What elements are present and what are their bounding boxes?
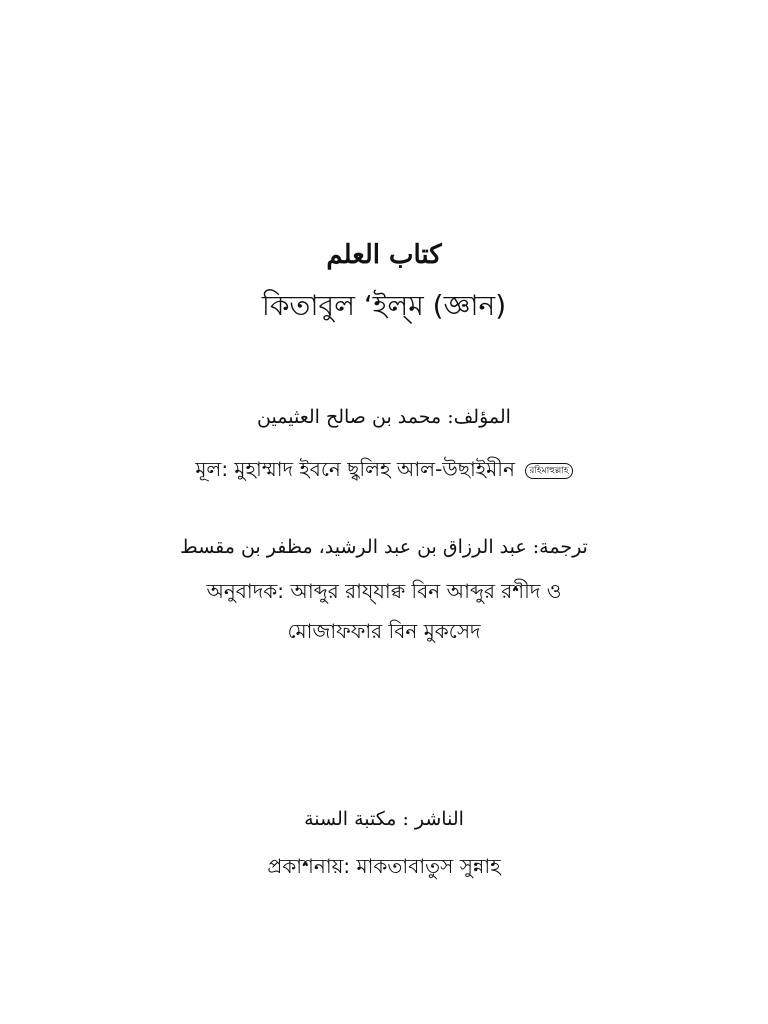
honorific-seal: রহিমাহুল্লাহ: [525, 463, 572, 479]
bengali-book-title: কিতাবুল ‘ইল্‌ম (জ্ঞান): [261, 289, 507, 322]
arabic-author-line: المؤلف: محمد بن صالح العثيمين: [257, 406, 511, 428]
bengali-translator-line-1: অনুবাদক: আব্দুর রায্‌যাক্ব বিন আব্দুর রশীদ ও: [206, 579, 562, 603]
arabic-book-title: كتاب العلم: [326, 240, 442, 270]
arabic-translator-line: ترجمة: عبد الرزاق بن عبد الرشيد، مظفر بن مقسط: [180, 536, 588, 558]
bengali-author-line: [0, 455, 768, 488]
bengali-translator-line-2: মোজাফফার বিন মুকসেদ: [287, 619, 481, 643]
arabic-publisher-line: الناشر : مكتبة السنة: [304, 808, 464, 830]
bengali-publisher-line: প্রকাশনায়: মাকতাবাতুস সুন্নাহ: [267, 854, 501, 878]
bengali-author-text: মূল: মুহাম্মাদ ইবনে ছ্বলিহ আল-উছাইমীন: [195, 457, 515, 481]
